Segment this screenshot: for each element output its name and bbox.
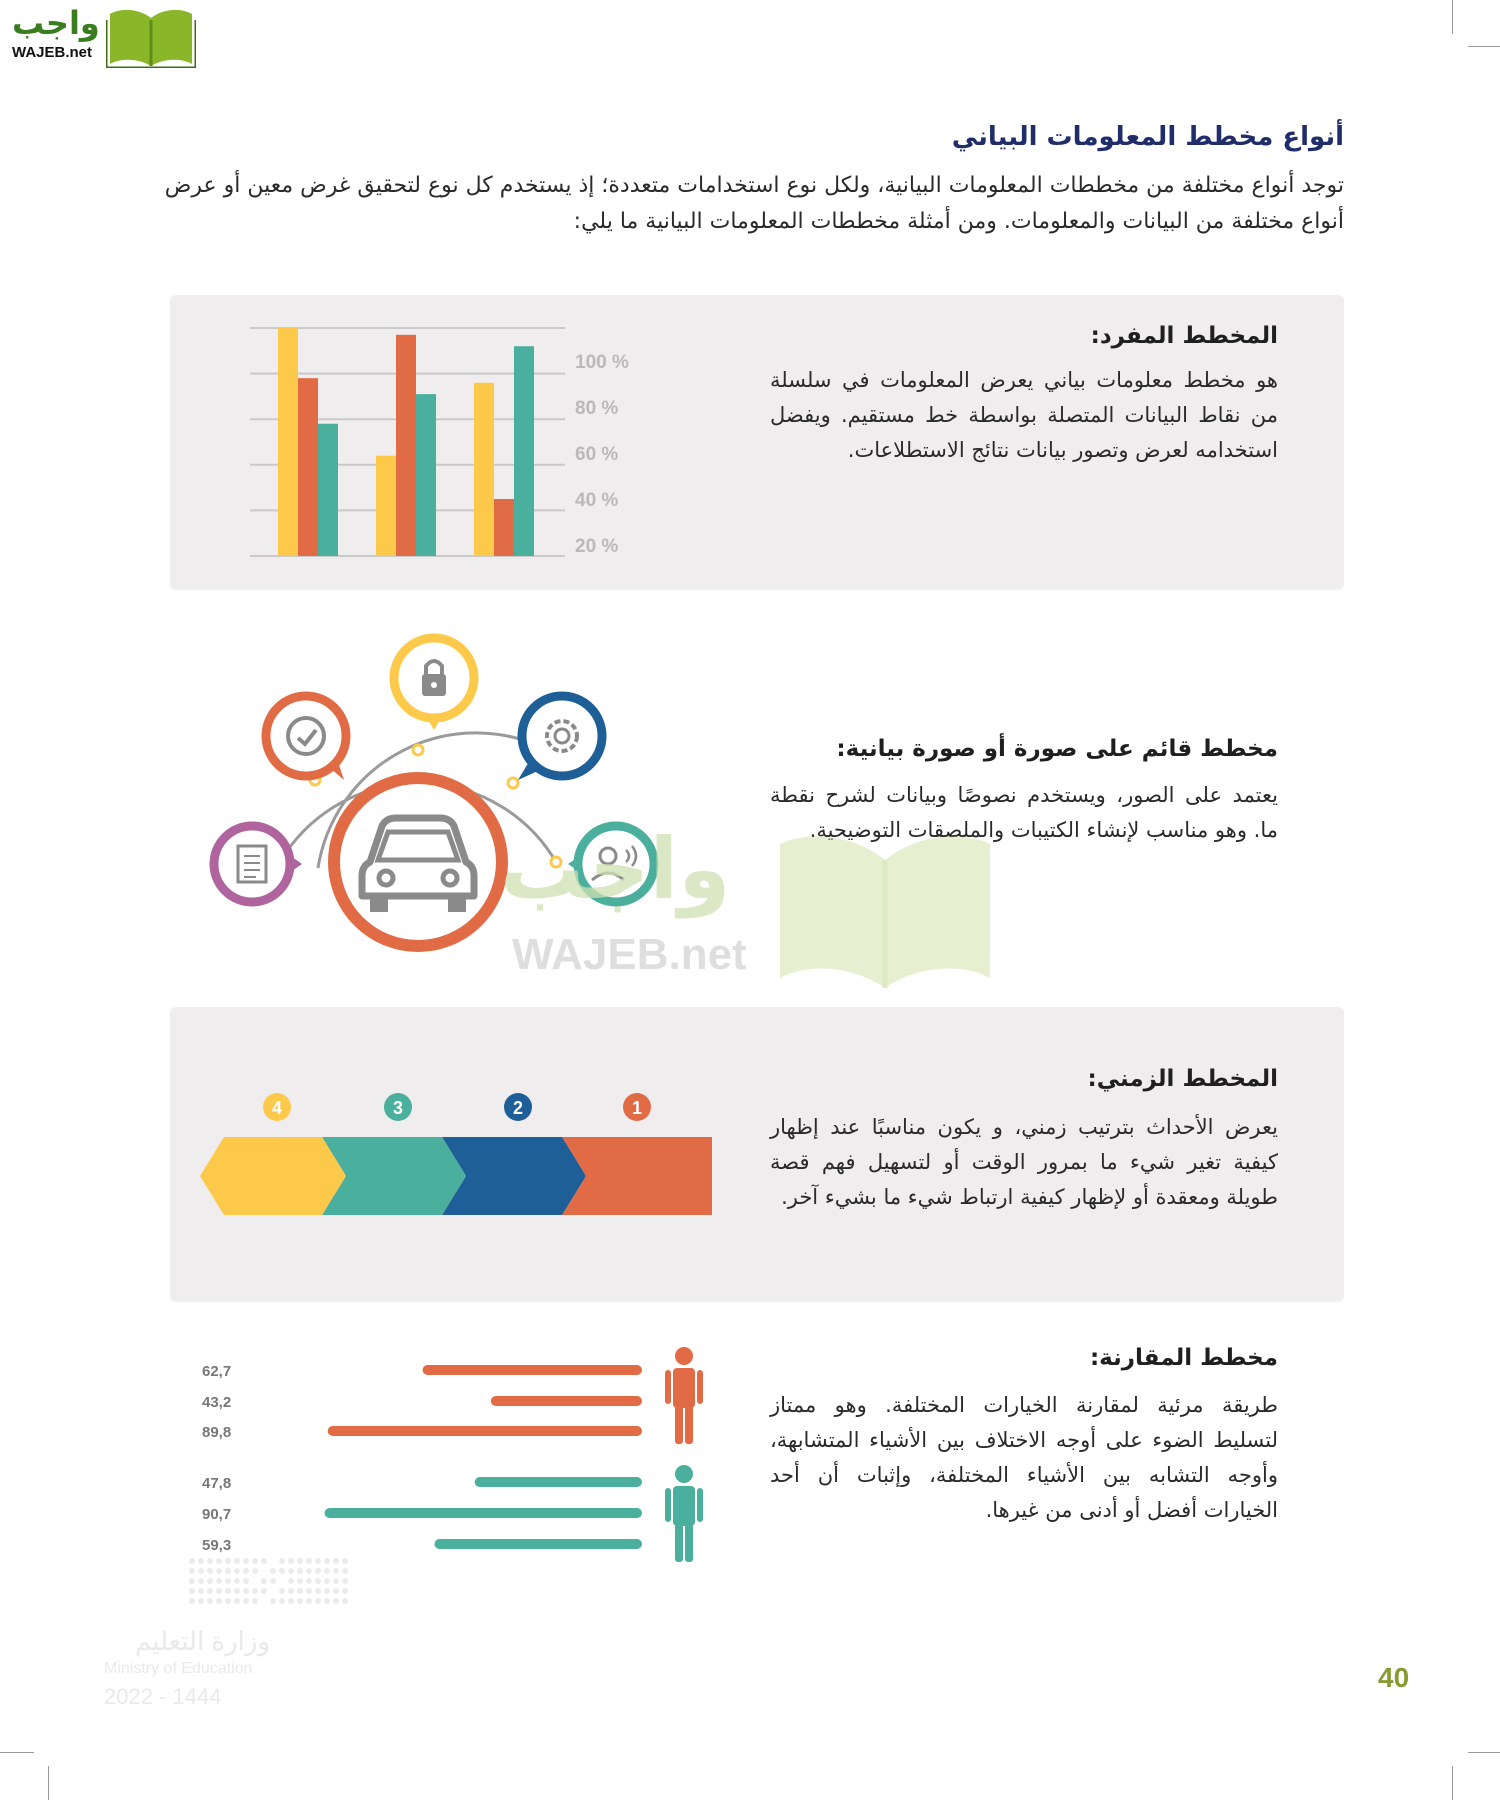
- bar-teal-3: [514, 346, 534, 556]
- intro-paragraph: توجد أنواع مختلفة من مخططات المعلومات البيانية، ولكل نوع استخدامات متعددة؛ إذ يستخدم كل نوع لتحقيق غرض معين أو عرض أنواع مختلفة من البيانات والمعلومات. ومن أمثلة مخططات المعلومات البيانية ما يلي:: [164, 173, 1344, 234]
- bar-teal-1: [318, 424, 338, 556]
- ministry-english: Ministry of Education: [104, 1660, 253, 1677]
- crop-mark: [48, 1766, 49, 1800]
- bar-orange-3: [494, 499, 514, 556]
- comparison-bar-male: [328, 1426, 642, 1436]
- clock-icon: [266, 696, 346, 780]
- crop-mark: [1452, 0, 1453, 34]
- timeline-title: المخطط الزمني:: [1087, 1066, 1278, 1092]
- y-tick-label: 80 %: [575, 398, 619, 419]
- comparison-bar-male: [491, 1396, 642, 1406]
- comparison-value-label: 62,7: [202, 1363, 232, 1380]
- comparison-value-label: 89,8: [202, 1424, 232, 1441]
- timeline-step-2: [504, 1093, 532, 1121]
- comparison-value-label: 90,7: [202, 1506, 232, 1523]
- watermark-latin: WAJEB.net: [512, 930, 747, 979]
- timeline-segment-4: [200, 1137, 346, 1215]
- male-figure-icon: [665, 1347, 703, 1444]
- comparison-bar-male: [423, 1365, 642, 1375]
- watermark-book-icon: [770, 830, 1000, 990]
- logo-arabic: واجب: [12, 4, 100, 42]
- svg-text:1: 1: [631, 1098, 643, 1118]
- timeline-step-1: [623, 1093, 651, 1121]
- image-infographic: [190, 630, 670, 970]
- lock-icon: [394, 638, 474, 730]
- bar-teal-2: [416, 394, 436, 556]
- svg-text:4: 4: [271, 1098, 283, 1118]
- timeline-body: يعرض الأحداث بترتيب زمني، و يكون مناسبًا عند إظهار كيفية تغير شيء ما بمرور الوقت أو لتسهيل فهم قصة طويلة ومعقدة أو لإظهار كيفية ارتباط شيء ما بشيء آخر.: [770, 1115, 1278, 1209]
- crop-mark: [1452, 1766, 1453, 1800]
- crop-mark: [1468, 46, 1500, 47]
- y-tick-label: 20 %: [575, 536, 619, 557]
- car-icon: [334, 778, 502, 946]
- bar-yellow-1: [278, 328, 298, 556]
- comparison-body: طريقة مرئية لمقارنة الخيارات المختلفة. وهو ممتاز لتسليط الضوء على أوجه الاختلاف بين الأشياء المتشابهة، وأوجه التشابه بين الأشياء المختلفة، وإثبات أن أحد الخيارات أفضل أو أدنى من غيرها.: [770, 1393, 1278, 1522]
- comparison-bar-female: [434, 1539, 642, 1549]
- book-icon: [106, 6, 196, 68]
- image-chart-title: مخطط قائم على صورة أو صورة بيانية:: [836, 736, 1278, 762]
- svg-text:2: 2: [512, 1098, 524, 1118]
- comparison-chart: [180, 1340, 720, 1580]
- ministry-year: 2022 - 1444: [104, 1684, 222, 1709]
- comparison-bar-female: [325, 1508, 642, 1518]
- svg-text:3: 3: [392, 1098, 404, 1118]
- bar-chart: [240, 318, 660, 568]
- crop-mark: [1468, 1752, 1500, 1753]
- y-tick-label: 100 %: [575, 352, 629, 373]
- timeline-step-4: [263, 1093, 291, 1121]
- crop-mark: [0, 1752, 34, 1753]
- timeline-graphic: [200, 1085, 720, 1220]
- bar-orange-1: [298, 378, 318, 556]
- comparison-title: مخطط المقارنة:: [1089, 1345, 1278, 1371]
- wajeb-logo[interactable]: [8, 4, 198, 70]
- bar-orange-2: [396, 335, 416, 556]
- ministry-dots-logo: [186, 1555, 356, 1611]
- watermark-arabic: واجب: [500, 820, 731, 918]
- gear-icon: [518, 696, 602, 780]
- comparison-bar-female: [475, 1477, 642, 1487]
- single-chart-body: هو مخطط معلومات بياني يعرض المعلومات في سلسلة من نقاط البيانات المتصلة بواسطة خط مستقيم. ويفضل استخدامه لعرض وتصور بيانات نتائج الاستطلاعات.: [770, 368, 1278, 462]
- bar-yellow-3: [474, 383, 494, 556]
- comparison-value-label: 43,2: [202, 1394, 232, 1411]
- y-tick-label: 60 %: [575, 444, 619, 465]
- page-number: 40: [1378, 1662, 1410, 1693]
- comparison-value-label: 47,8: [202, 1475, 232, 1492]
- timeline-step-3: [384, 1093, 412, 1121]
- page-title: أنواع مخطط المعلومات البياني: [951, 122, 1344, 152]
- female-figure-icon: [665, 1465, 703, 1562]
- bar-yellow-2: [376, 456, 396, 556]
- y-tick-label: 40 %: [575, 490, 619, 511]
- logo-latin: WAJEB.net: [12, 44, 93, 61]
- single-chart-title: المخطط المفرد:: [1090, 323, 1278, 349]
- ministry-arabic: وزارة التعليم: [134, 1626, 270, 1656]
- document-icon: [214, 826, 302, 902]
- comparison-value-label: 59,3: [202, 1537, 232, 1554]
- image-chart-body: يعتمد على الصور، ويستخدم نصوصًا وبيانات لشرح نقطة ما. وهو مناسب لإنشاء الكتيبات والملصقات التوضيحية.: [770, 783, 1278, 842]
